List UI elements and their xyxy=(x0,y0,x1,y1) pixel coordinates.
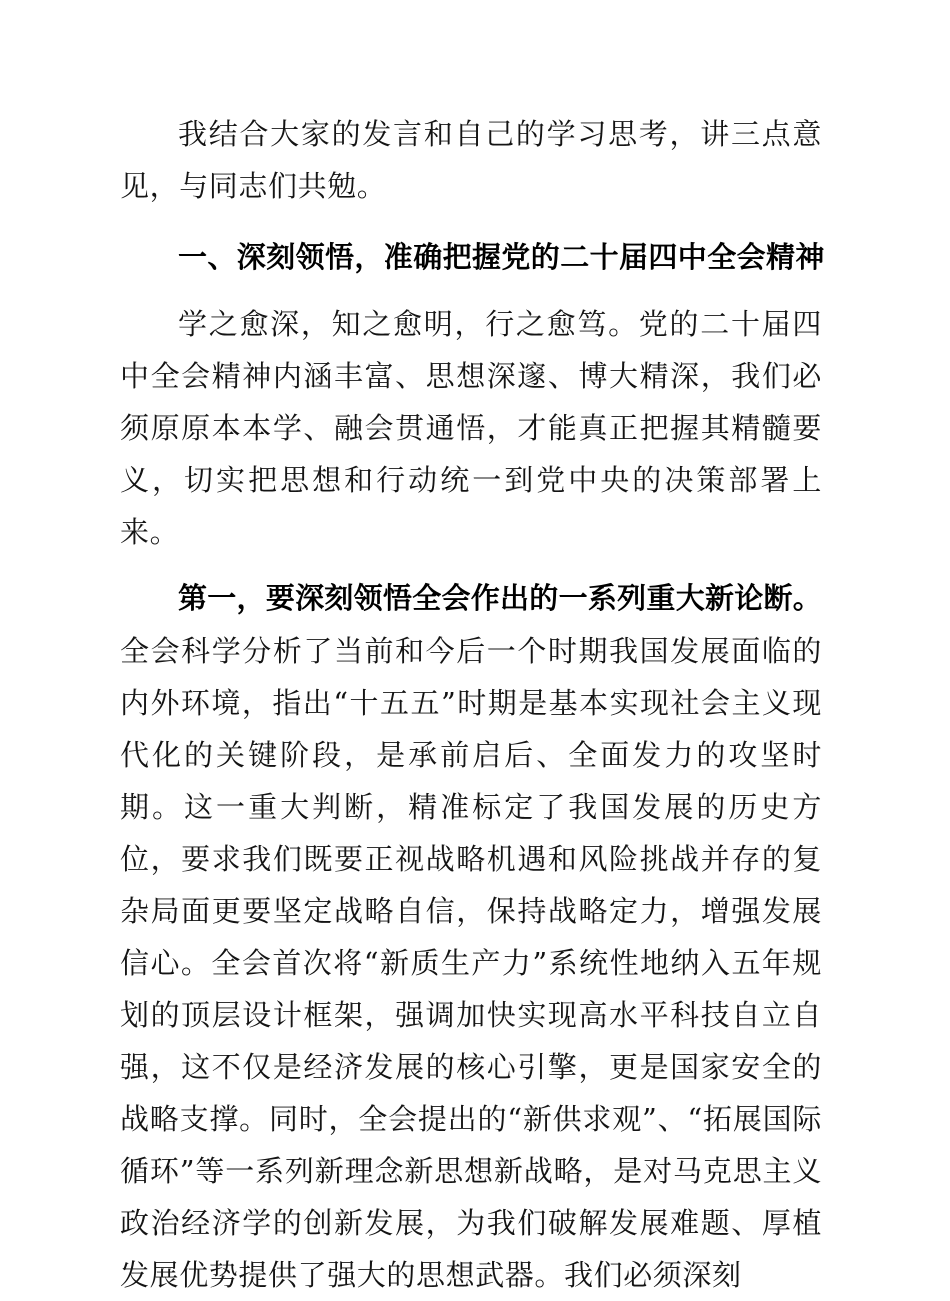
paragraph-point-one xyxy=(120,572,822,1301)
point-one-lead-in: 第一，要深刻领悟全会作出的一系列重大新论断。 xyxy=(178,583,822,615)
spacer-before-heading xyxy=(120,212,822,232)
spacer-before-point-one xyxy=(120,558,822,572)
point-one-body: 全会科学分析了当前和今后一个时期我国发展面临的内外环境，指出“十五五”时期是基本实现社会主义现代化的关键阶段，是承前启后、全面发力的攻坚时期。这一重大判断，精准标定了我国发展的历史方位，要求我们既要正视战略机遇和风险挑战并存的复杂局面更要坚定战略自信，保持战略定力，增强发展信心。全会首次将“新质生产力”系统性地纳入五年规划的顶层设计框架，强调加快实现高水平科技自立自强，这不仅是经济发展的核心引擎，更是国家安全的战略支撑。同时，全会提出的“新供求观”、“拓展国际循环”等一系列新理念新思想新战略，是对马克思主义政治经济学的创新发展，为我们破解发展难题、厚植发展优势提供了强大的思想武器。我们必须深刻 xyxy=(120,634,822,1292)
intro-paragraph: 我结合大家的发言和自己的学习思考，讲三点意见，与同志们共勉。 xyxy=(120,117,822,203)
section-heading-one: 一、深刻领悟，准确把握党的二十届四中全会精神 xyxy=(178,242,825,274)
spacer-after-heading xyxy=(120,284,822,298)
paragraph-learning: 学之愈深，知之愈明，行之愈笃。党的二十届四中全会精神内涵丰富、思想深邃、博大精深，我们必须原原本本学、融会贯通悟，才能真正把握其精髓要义，切实把思想和行动统一到党中央的决策部署上来。 xyxy=(120,307,822,549)
document-text-column xyxy=(120,108,825,1301)
